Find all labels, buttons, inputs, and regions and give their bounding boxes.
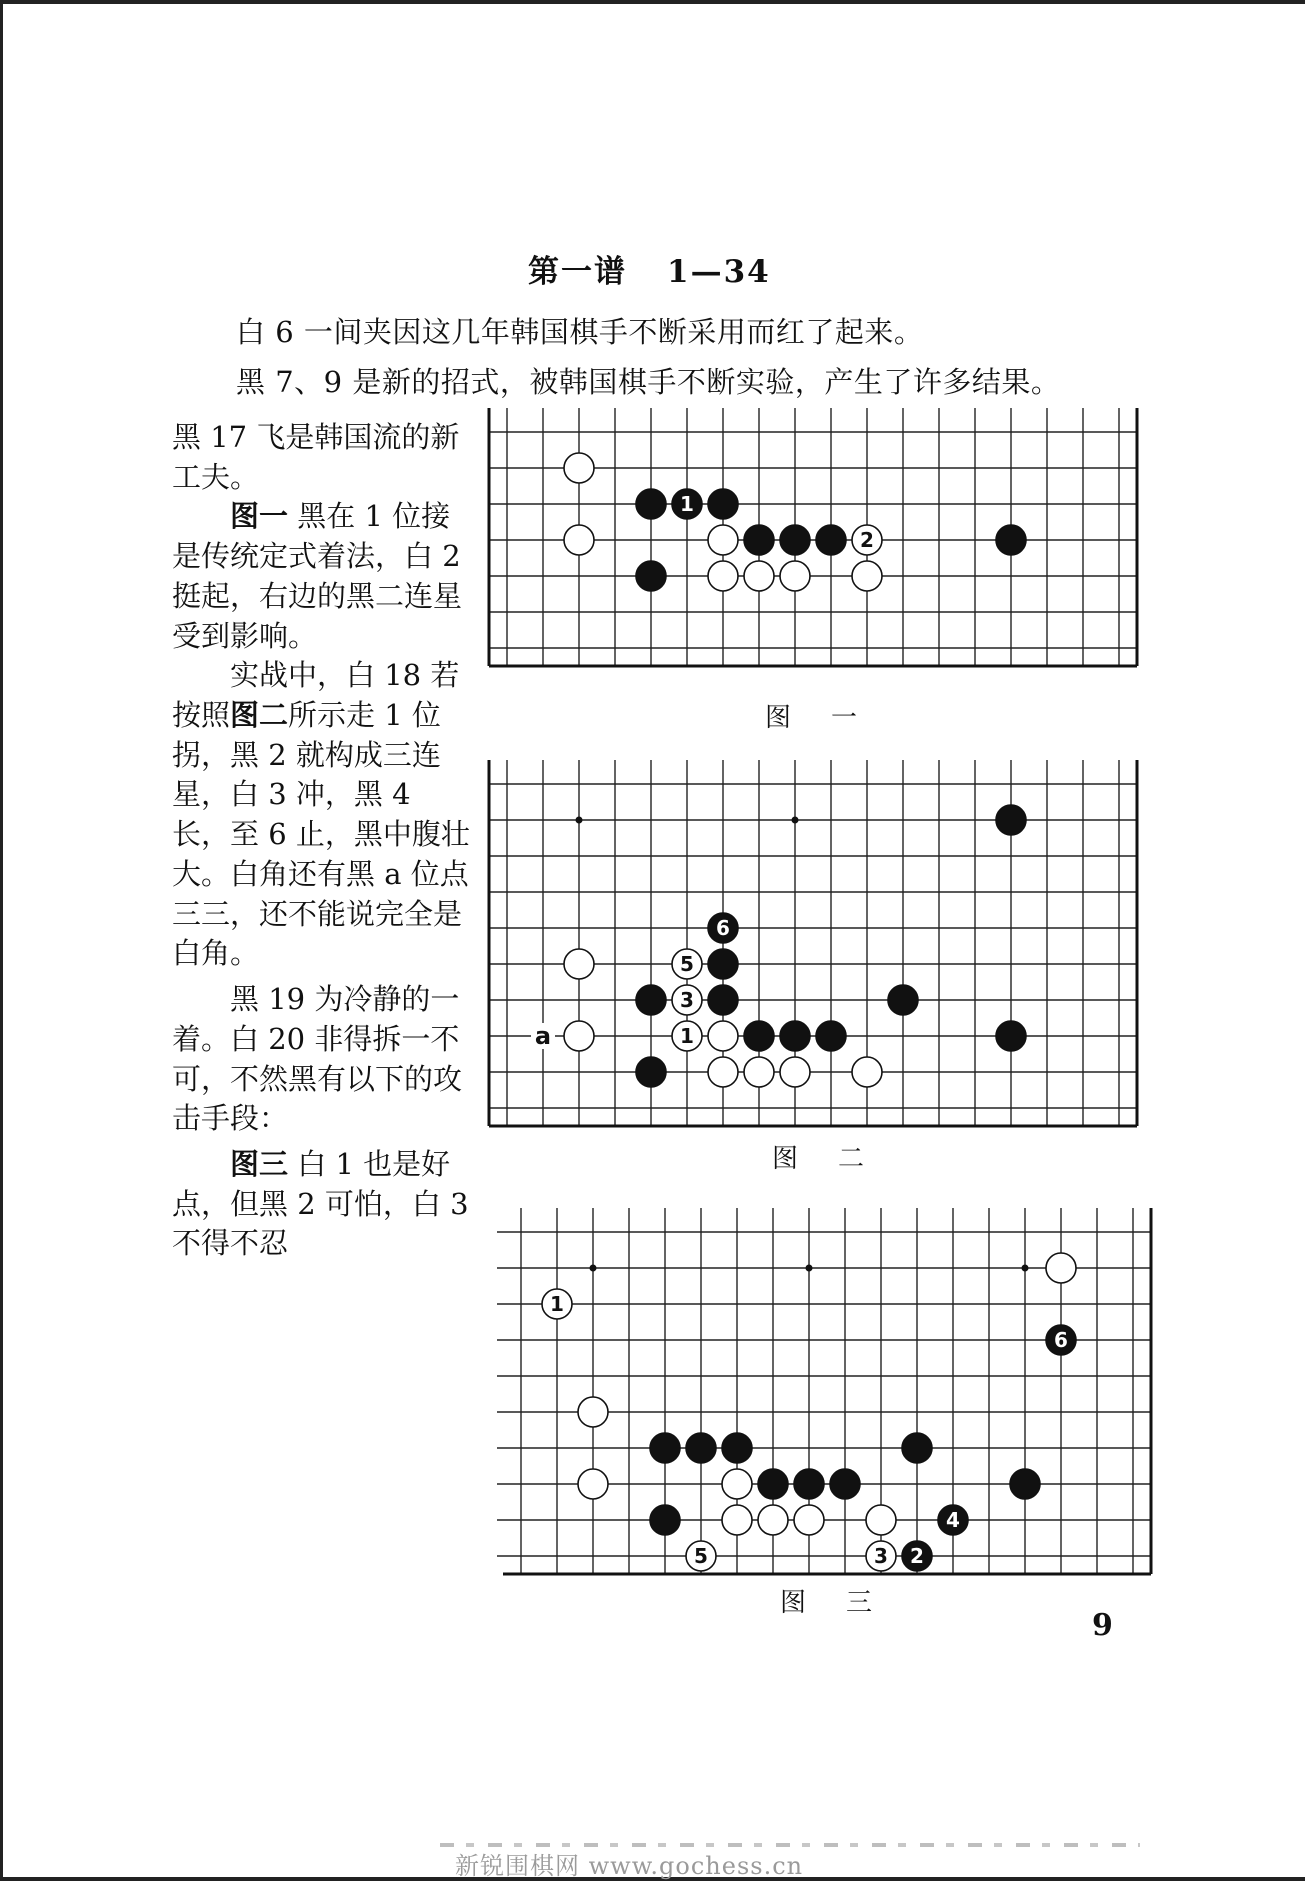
white-stone [578, 1397, 608, 1427]
stone-disc [888, 985, 918, 1015]
diagram-2 [483, 760, 1131, 1120]
stone-disc [636, 985, 666, 1015]
white-stone [1046, 1253, 1076, 1283]
white-stone [780, 1057, 810, 1087]
stone-disc [744, 561, 774, 591]
watermark: 新锐围棋网 www.gochess.cn [455, 1852, 804, 1880]
black-stone [672, 489, 702, 519]
black-stone [636, 985, 666, 1015]
stone-disc [780, 561, 810, 591]
paragraph-3-text-b: 所示走 1 位拐，黑 2 就构成三连星，白 3 冲，黑 4 长，至 6 止，黑中腹壮大。白角还有黑 a 位点三三，还不能说完全是白角。 [172, 698, 470, 971]
stone-disc [794, 1469, 824, 1499]
title-text: 第一谱 [528, 254, 627, 290]
white-stone [780, 561, 810, 591]
black-stone [1010, 1469, 1040, 1499]
black-stone [830, 1469, 860, 1499]
white-stone [758, 1505, 788, 1535]
stone-disc [816, 525, 846, 555]
black-stone [744, 525, 774, 555]
white-stone [794, 1505, 824, 1535]
white-stone [672, 985, 702, 1015]
stone-disc [780, 1021, 810, 1051]
white-stone [564, 525, 594, 555]
white-stone [852, 561, 882, 591]
stone-disc [708, 1057, 738, 1087]
black-stone [686, 1433, 716, 1463]
black-stone [708, 913, 738, 943]
stone-disc [636, 561, 666, 591]
white-stone [722, 1505, 752, 1535]
stone-disc [708, 985, 738, 1015]
stone-disc [722, 1469, 752, 1499]
diagram-3 [497, 1208, 1145, 1568]
black-stone [722, 1433, 752, 1463]
paragraph-5-text: 白 1 也是好点，但黑 2 可怕，白 3 不得不忍 [172, 1146, 469, 1261]
black-stone [744, 1021, 774, 1051]
white-stone [866, 1505, 896, 1535]
paragraph-5 [172, 1145, 472, 1264]
stone-disc [996, 525, 1026, 555]
caption-2-char-1: 图 [772, 1144, 799, 1174]
white-stone [564, 1021, 594, 1051]
stone-disc [650, 1505, 680, 1535]
diagram-3-caption [780, 1582, 872, 1619]
black-stone [816, 1021, 846, 1051]
stone-disc [722, 1433, 752, 1463]
diagram-1 [483, 408, 1131, 678]
white-stone [852, 525, 882, 555]
star-point [1022, 1265, 1029, 1272]
stone-disc [686, 1433, 716, 1463]
paragraph-4: 黑 19 为冷静的一着。白 20 非得拆一不可，不然黑有以下的攻击手段： [172, 982, 463, 1136]
stone-disc [816, 1021, 846, 1051]
black-stone [996, 1021, 1026, 1051]
point-label: a [534, 1022, 552, 1050]
page-number: 9 [1092, 1608, 1113, 1643]
black-stone [636, 489, 666, 519]
stone-disc [578, 1397, 608, 1427]
caption-2-char-2: 二 [838, 1144, 865, 1174]
stone-disc [996, 805, 1026, 835]
move-number: 6 [716, 916, 730, 940]
stone-disc [564, 453, 594, 483]
paragraph-1: 黑 17 飞是韩国流的新工夫。 [172, 420, 460, 494]
black-stone [938, 1505, 968, 1535]
grid-lines [489, 760, 1137, 1126]
stone-disc [708, 561, 738, 591]
caption-1-char-1: 图 [765, 703, 792, 733]
stone-disc [564, 525, 594, 555]
move-number: 3 [874, 1544, 888, 1568]
black-stone [636, 561, 666, 591]
stone-disc [564, 949, 594, 979]
go-board-3 [497, 1208, 1145, 1568]
white-stone [672, 1021, 702, 1051]
black-stone [794, 1469, 824, 1499]
caption-3-char-2: 三 [846, 1588, 873, 1618]
stone-disc [830, 1469, 860, 1499]
go-board-1 [483, 408, 1131, 678]
page-title [528, 246, 771, 291]
stone-disc [780, 1057, 810, 1087]
black-stone [758, 1469, 788, 1499]
paragraph-2-text: 黑在 1 位接是传统定式着法，白 2 挺起，右边的黑二连星受到影响。 [172, 499, 463, 653]
white-stone [542, 1289, 572, 1319]
white-stone [744, 561, 774, 591]
stone-disc [708, 1021, 738, 1051]
move-number: 5 [680, 952, 694, 976]
black-stone [650, 1433, 680, 1463]
move-number: 1 [680, 492, 694, 516]
black-stone [996, 525, 1026, 555]
move-number: 3 [680, 988, 694, 1012]
title-range: 1—34 [667, 254, 771, 290]
stone-disc [744, 525, 774, 555]
star-point [792, 817, 799, 824]
figure-ref-3: 图三 [230, 1146, 289, 1181]
black-stone [996, 805, 1026, 835]
go-board-2 [483, 760, 1131, 1120]
stone-disc [722, 1505, 752, 1535]
commentary-column [172, 418, 472, 1264]
stone-disc [564, 1021, 594, 1051]
stone-disc [1046, 1253, 1076, 1283]
black-stone [780, 525, 810, 555]
paragraph-3-text-a: 实战中，白 18 若按照 [172, 658, 460, 733]
stone-disc [650, 1433, 680, 1463]
stone-disc [852, 561, 882, 591]
stone-disc [780, 525, 810, 555]
black-stone [816, 525, 846, 555]
stone-disc [794, 1505, 824, 1535]
white-stone [708, 1057, 738, 1087]
black-stone [708, 949, 738, 979]
stone-disc [708, 525, 738, 555]
black-stone [708, 489, 738, 519]
black-stone [888, 985, 918, 1015]
stone-disc [902, 1433, 932, 1463]
stone-disc [866, 1505, 896, 1535]
stone-disc [636, 1057, 666, 1087]
stone-disc [708, 949, 738, 979]
white-stone [686, 1541, 716, 1571]
white-stone [722, 1469, 752, 1499]
white-stone [744, 1057, 774, 1087]
paragraph-3 [172, 656, 472, 974]
intro-line-1: 白 6 一间夹因这几年韩国棋手不断采用而红了起来。 [236, 315, 924, 349]
figure-ref-1: 图一 [230, 499, 289, 534]
white-stone [672, 949, 702, 979]
caption-3-char-1: 图 [780, 1588, 807, 1618]
page-border-left [0, 0, 3, 1881]
move-number: 2 [910, 1544, 924, 1568]
white-stone [708, 561, 738, 591]
stone-disc [758, 1469, 788, 1499]
diagram-1-caption [765, 697, 857, 734]
white-stone [852, 1057, 882, 1087]
black-stone [1046, 1325, 1076, 1355]
black-stone [708, 985, 738, 1015]
star-point [576, 817, 583, 824]
white-stone [564, 949, 594, 979]
stone-disc [578, 1469, 608, 1499]
white-stone [564, 453, 594, 483]
black-stone [902, 1433, 932, 1463]
star-point [590, 1265, 597, 1272]
figure-ref-2: 图二 [230, 698, 289, 733]
paragraph-2 [172, 497, 472, 656]
stone-disc [744, 1021, 774, 1051]
page-border-top [0, 0, 1305, 4]
black-stone [780, 1021, 810, 1051]
white-stone [866, 1541, 896, 1571]
star-point [806, 1265, 813, 1272]
stone-disc [758, 1505, 788, 1535]
stone-disc [636, 489, 666, 519]
move-number: 4 [946, 1508, 960, 1532]
move-number: 6 [1054, 1328, 1068, 1352]
black-stone [902, 1541, 932, 1571]
stone-disc [744, 1057, 774, 1087]
move-number: 2 [860, 528, 874, 552]
diagram-2-caption [772, 1138, 864, 1175]
caption-1-char-2: 一 [831, 703, 858, 733]
move-number: 1 [680, 1024, 694, 1048]
black-stone [650, 1505, 680, 1535]
black-stone [636, 1057, 666, 1087]
white-stone [578, 1469, 608, 1499]
white-stone [708, 1021, 738, 1051]
stone-disc [996, 1021, 1026, 1051]
white-stone [708, 525, 738, 555]
move-number: 5 [694, 1544, 708, 1568]
move-number: 1 [550, 1292, 564, 1316]
stone-disc [708, 489, 738, 519]
intro-line-2: 黑 7、9 是新的招式，被韩国棋手不断实验，产生了许多结果。 [236, 365, 1061, 399]
stone-disc [1010, 1469, 1040, 1499]
stone-disc [852, 1057, 882, 1087]
